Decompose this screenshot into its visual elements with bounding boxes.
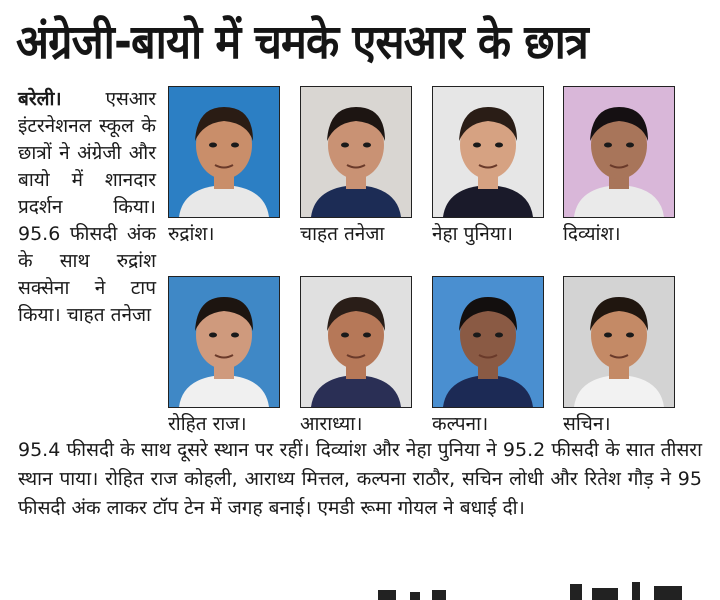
student-photo (432, 86, 544, 218)
cropped-next-headline (370, 578, 710, 600)
student-photo (300, 86, 412, 218)
student-photo (563, 86, 675, 218)
photo-caption: दिव्यांश। (563, 223, 621, 245)
photo-card (563, 86, 675, 246)
student-photo (432, 276, 544, 408)
student-photo (168, 276, 280, 408)
photo-caption: नेहा पुनिया। (432, 223, 513, 245)
photo-card (300, 86, 412, 246)
photo-caption: सचिन। (563, 413, 611, 435)
photo-card (300, 276, 412, 436)
photo-card (168, 86, 280, 246)
photo-card (432, 86, 544, 246)
photo-card (432, 276, 544, 436)
photo-card (563, 276, 675, 436)
photo-card (168, 276, 280, 436)
cropped-text-fragment (370, 578, 710, 600)
article-continued-text: 95.4 फीसदी के साथ दूसरे स्थान पर रहीं। दिव्यांश और नेहा पुनिया ने 95.2 फीसदी के सात तीसरा स्थान पाया। रोहित राज कोहली, आराध्य मित्तल, कल्पना राठौर, सचिन लोधी और रितेश गौड़ ने 95 फीसदी अंक लाकर टॉप टेन में जगह बनाई। एमडी रूमा गोयल ने बधाई दी। (18, 439, 702, 519)
photo-caption: चाहत तनेजा (300, 223, 385, 245)
article-lead-text: एसआर इंटरनेशनल स्कूल के छात्रों ने अंग्रेजी और बायो में शानदार प्रदर्शन किया। 95.6 फीसदी अंक के साथ रुद्रांश सक्सेना ने टाप किया। चाहत तनेजा (18, 88, 156, 326)
article-column-text (18, 86, 156, 329)
dateline: बरेली। (18, 88, 62, 110)
photo-caption: कल्पना। (432, 413, 489, 435)
student-photo (563, 276, 675, 408)
photo-caption: आराध्या। (300, 413, 363, 435)
student-photo (168, 86, 280, 218)
headline: अंग्रेजी-बायो में चमके एसआर के छात्र (16, 15, 588, 70)
student-photo (300, 276, 412, 408)
photo-caption: रुद्रांश। (168, 223, 215, 245)
photo-caption: रोहित राज। (168, 413, 247, 435)
